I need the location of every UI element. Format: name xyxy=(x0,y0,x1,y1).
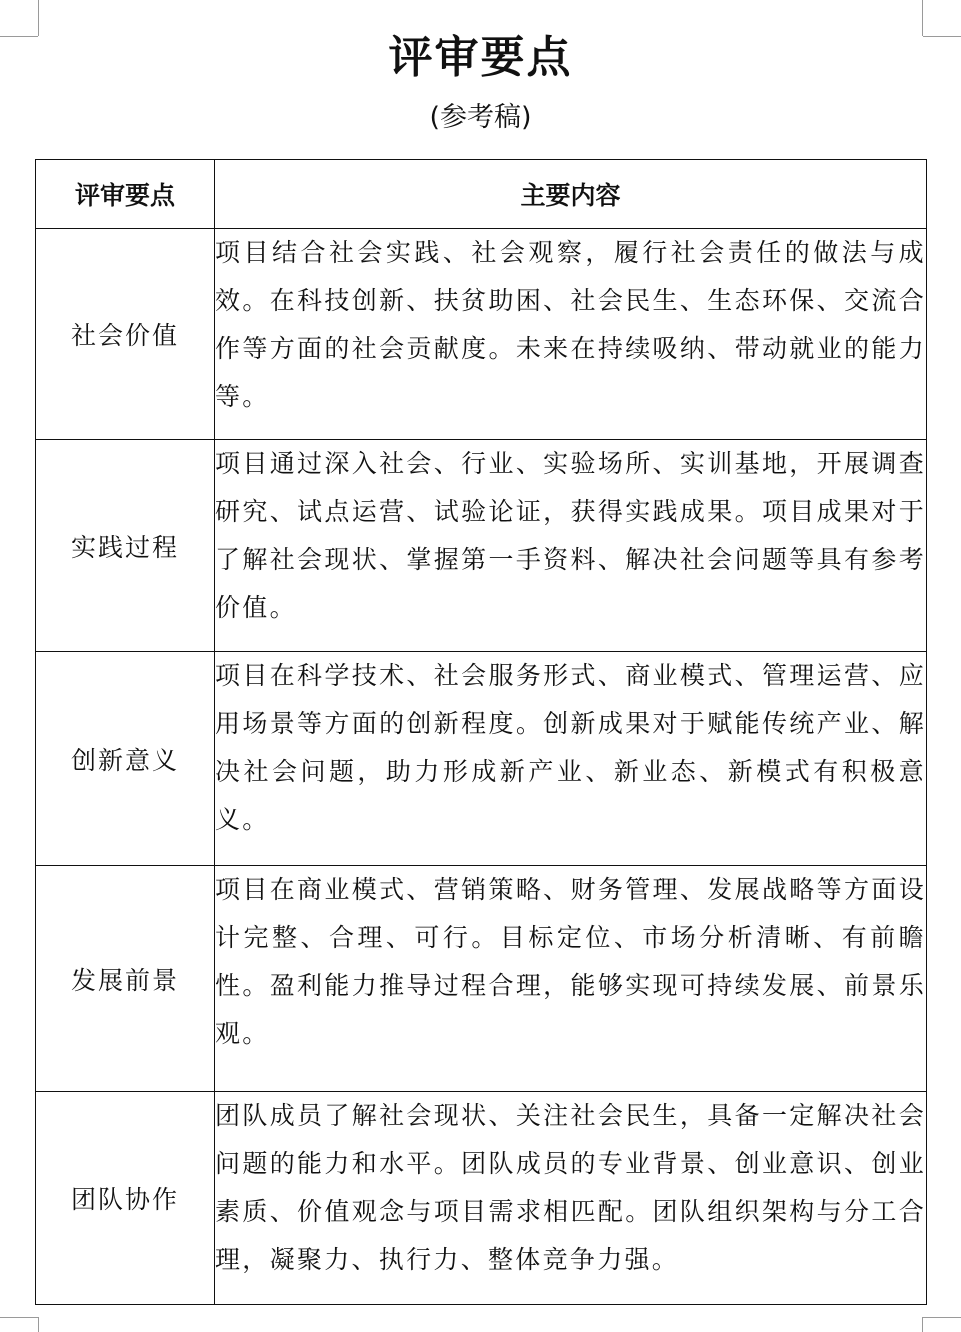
crop-mark-bottom-left-vertical xyxy=(38,1317,39,1332)
table-header-row xyxy=(36,160,927,229)
table-row xyxy=(36,440,927,652)
evaluation-table xyxy=(35,159,927,1305)
crop-mark-bottom-left xyxy=(0,1317,38,1318)
page-subtitle: (参考稿) xyxy=(429,102,532,133)
row-content: 项目通过深入社会、行业、实验场所、实训基地，开展调查研究、试点运营、试验论证，获得实践成果。项目成果对于了解社会现状、掌握第一手资料、解决社会问题等具有参考价值。 xyxy=(215,440,927,652)
row-content: 项目在商业模式、营销策略、财务管理、发展战略等方面设计完整、合理、可行。目标定位、市场分析清晰、有前瞻性。盈利能力推导过程合理，能够实现可持续发展、前景乐观。 xyxy=(215,866,927,1092)
row-key: 发展前景 xyxy=(36,866,215,1092)
header-key: 评审要点 xyxy=(36,160,215,229)
table-row xyxy=(36,866,927,1092)
row-key: 实践过程 xyxy=(36,440,215,652)
row-content: 团队成员了解社会现状、关注社会民生，具备一定解决社会问题的能力和水平。团队成员的专业背景、创业意识、创业素质、价值观念与项目需求相匹配。团队组织架构与分工合理，凝聚力、执行力、整体竞争力强。 xyxy=(215,1092,927,1305)
row-key: 团队协作 xyxy=(36,1092,215,1305)
header-content: 主要内容 xyxy=(215,160,927,229)
table-row xyxy=(36,1092,927,1305)
row-content: 项目结合社会实践、社会观察，履行社会责任的做法与成效。在科技创新、扶贫助困、社会民生、生态环保、交流合作等方面的社会贡献度。未来在持续吸纳、带动就业的能力等。 xyxy=(215,229,927,440)
crop-mark-bottom-right-vertical xyxy=(922,1317,923,1332)
table-row xyxy=(36,652,927,866)
row-key: 创新意义 xyxy=(36,652,215,866)
row-content: 项目在科学技术、社会服务形式、商业模式、管理运营、应用场景等方面的创新程度。创新成果对于赋能传统产业、解决社会问题，助力形成新产业、新业态、新模式有积极意义。 xyxy=(215,652,927,866)
page-title: 评审要点 xyxy=(388,32,573,83)
row-key: 社会价值 xyxy=(36,229,215,440)
crop-mark-bottom-right xyxy=(923,1317,961,1318)
table-row xyxy=(36,229,927,440)
